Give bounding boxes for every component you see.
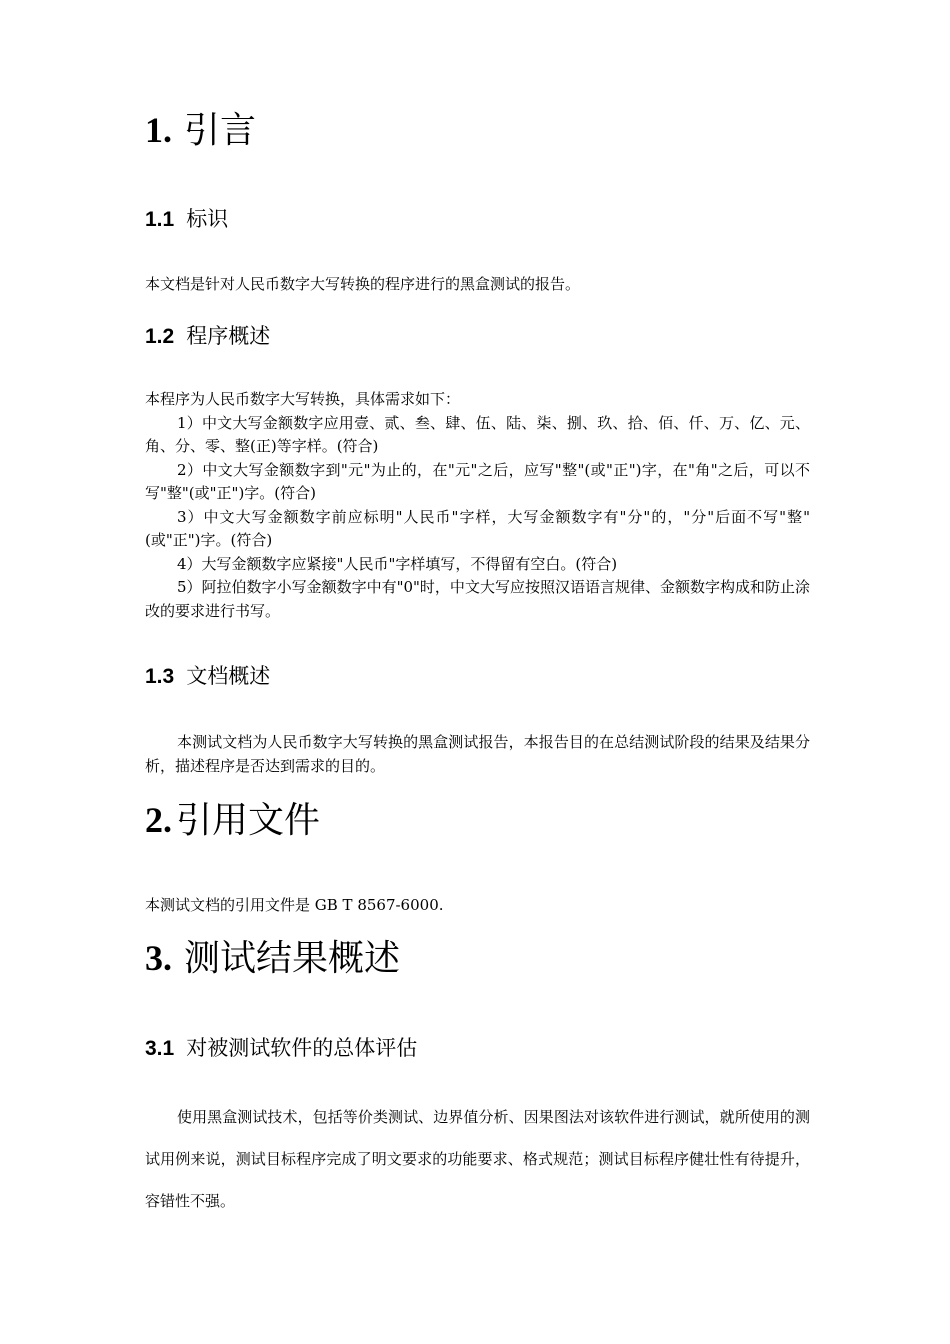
requirements-intro: 本程序为人民币数字大写转换，具体需求如下： (145, 390, 461, 408)
heading-title: 文档概述 (186, 664, 271, 688)
document-overview-paragraph: 本测试文档为人民币数字大写转换的黑盒测试报告，本报告目的在总结测试阶段的结果及结果分析，描述程序是否达到需求的目的。 (145, 733, 810, 775)
heading-number: 1.3 (145, 665, 175, 688)
heading-1-2-program-overview (145, 322, 270, 351)
identification-paragraph: 本文档是针对人民币数字大写转换的程序进行的黑盒测试的报告。 (145, 275, 581, 293)
heading-title: 测试结果概述 (184, 938, 401, 979)
heading-number: 1. (145, 110, 172, 150)
heading-number: 3.1 (145, 1037, 175, 1060)
heading-2-referenced-documents (145, 798, 320, 843)
requirement-item: 2）中文大写金额数字到"元"为止的，在"元"之后，应写"整"(或"正")字，在"角"之后，可以不写"整"(或"正")字。(符合) (145, 460, 810, 502)
referenced-documents-paragraph: 本测试文档的引用文件是 GB T 8567-6000. (145, 896, 444, 914)
overall-evaluation-paragraph: 使用黑盒测试技术，包括等价类测试、边界值分析、因果图法对该软件进行测试，就所使用的测试用例来说，测试目标程序完成了明文要求的功能要求、格式规范；测试目标程序健壮性有待提升，容错性不强。 (145, 1108, 810, 1210)
heading-number: 2. (145, 800, 172, 840)
heading-3-1-overall-evaluation (145, 1034, 417, 1063)
heading-1-1-identification (145, 205, 228, 234)
heading-number: 3. (145, 938, 172, 978)
heading-number: 1.1 (145, 208, 175, 231)
heading-3-test-results-overview (145, 936, 400, 981)
heading-title: 引用文件 (176, 800, 321, 841)
heading-number: 1.2 (145, 325, 175, 348)
requirement-item: 5）阿拉伯数字小写金额数字中有"0"时，中文大写应按照汉语语言规律、金额数字构成和防止涂改的要求进行书写。 (145, 578, 810, 620)
heading-1-introduction (145, 108, 256, 153)
program-overview-body (0, 388, 810, 623)
requirement-item: 4）大写金额数字应紧接"人民币"字样填写，不得留有空白。(符合) (177, 554, 618, 573)
heading-title: 对被测试软件的总体评估 (186, 1036, 418, 1060)
requirement-item: 1）中文大写金额数字应用壹、贰、叁、肆、伍、陆、柒、捌、玖、拾、佰、仟、万、亿、元、角、分、零、整(正)等字样。(符合) (145, 413, 810, 455)
heading-1-3-document-overview (145, 662, 270, 691)
heading-title: 程序概述 (186, 324, 271, 348)
heading-title: 标识 (186, 207, 229, 231)
requirement-item: 3）中文大写金额数字前应标明"人民币"字样，大写金额数字有"分"的，"分"后面不写"整"(或"正")字。(符合) (145, 507, 810, 549)
heading-title: 引言 (184, 110, 257, 151)
